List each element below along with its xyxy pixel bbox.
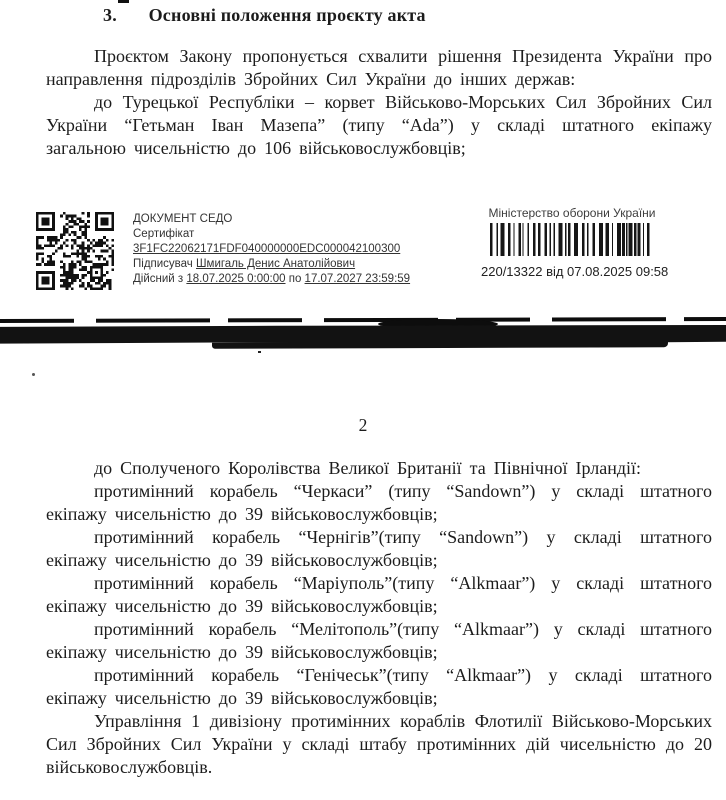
sedo-certificate-line [133, 227, 463, 257]
sedo-stamp [133, 212, 463, 287]
validity-middle: по [288, 273, 302, 285]
section-heading [103, 5, 426, 26]
barcode-icon [490, 223, 652, 256]
paragraph-turkey: до Турецької Республіки – корвет Військово-Морських Сил Збройних Сил України “Гетьман Іван Мазепа” (типу “Ada”) у складі штатного екіпажу загальною чисельністю до 106 військовослужбовців; [46, 92, 712, 158]
page-number: 2 [358, 415, 368, 435]
sedo-validity-line [133, 272, 463, 287]
certificate-number: 3F1FC22062171FDF040000000EDC000042100300 [133, 243, 401, 255]
sedo-signer-line [133, 257, 463, 272]
signer-name: Шмигаль Денис Анатолійович [196, 258, 356, 270]
paragraph-uk-intro: до Сполученого Королівства Великої Британії та Північної Ірландії: [94, 458, 642, 478]
paragraph-ship-cherkasy: протимінний корабель “Черкаси” (типу “Sandown”) у складі штатного екіпажу чисельністю до 39 військовослужбовців; [46, 481, 712, 524]
scan-speck [118, 0, 129, 3]
paragraph-intro: Проєктом Закону пропонується схвалити рішення Президента України про направлення підрозділів Збройних Сил України до інших держав: [46, 46, 712, 89]
scan-speck [32, 373, 35, 376]
scan-speck [258, 351, 261, 353]
valid-from-date: 18.07.2025 0:00:00 [186, 273, 286, 285]
certificate-label: Сертифікат [133, 228, 195, 240]
section-title: Основні положення проєкту акта [148, 5, 426, 25]
page2-body [0, 457, 726, 779]
page1-body [0, 45, 726, 160]
validity-prefix: Дійсний з [133, 273, 184, 285]
signer-label: Підписувач [133, 258, 193, 270]
sedo-title: ДОКУМЕНТ СЕДО [133, 213, 233, 225]
scan-artifact-bar-lower [212, 341, 668, 349]
paragraph-ship-chernihiv: протимінний корабель “Чернігів”(типу “Sandown”) у складі штатного екіпажу чисельністю до 39 військовослужбовців; [46, 527, 712, 570]
paragraph-ship-melitopol: протимінний корабель “Мелітополь”(типу “Alkmaar”) у складі штатного екіпажу чисельністю до 39 військовослужбовців; [46, 619, 712, 662]
registration-number: 220/13322 від 07.08.2025 09:58 [481, 264, 669, 279]
valid-to-date: 17.07.2027 23:59:59 [304, 273, 411, 285]
qr-code-icon [36, 212, 114, 290]
section-number: 3. [103, 5, 117, 25]
scan-artifact-line [0, 317, 726, 323]
registration-organization: Міністерство оборони України [488, 206, 656, 220]
paragraph-ship-mariupol: протимінний корабель “Маріуполь”(типу “Alkmaar”) у складі штатного екіпажу чисельністю до 39 військовослужбовців; [46, 573, 712, 616]
paragraph-ship-henichesk: протимінний корабель “Генічеськ”(типу “Alkmaar”) у складі штатного екіпажу чисельністю до 39 військовослужбовців; [46, 665, 712, 708]
paragraph-division-hq: Управління 1 дивізіону протимінних кораблів Флотилії Військово-Морських Сил Збройних Сил України у складі штабу протимінних дій чисельністю до 20 військовослужбовців. [46, 711, 712, 777]
